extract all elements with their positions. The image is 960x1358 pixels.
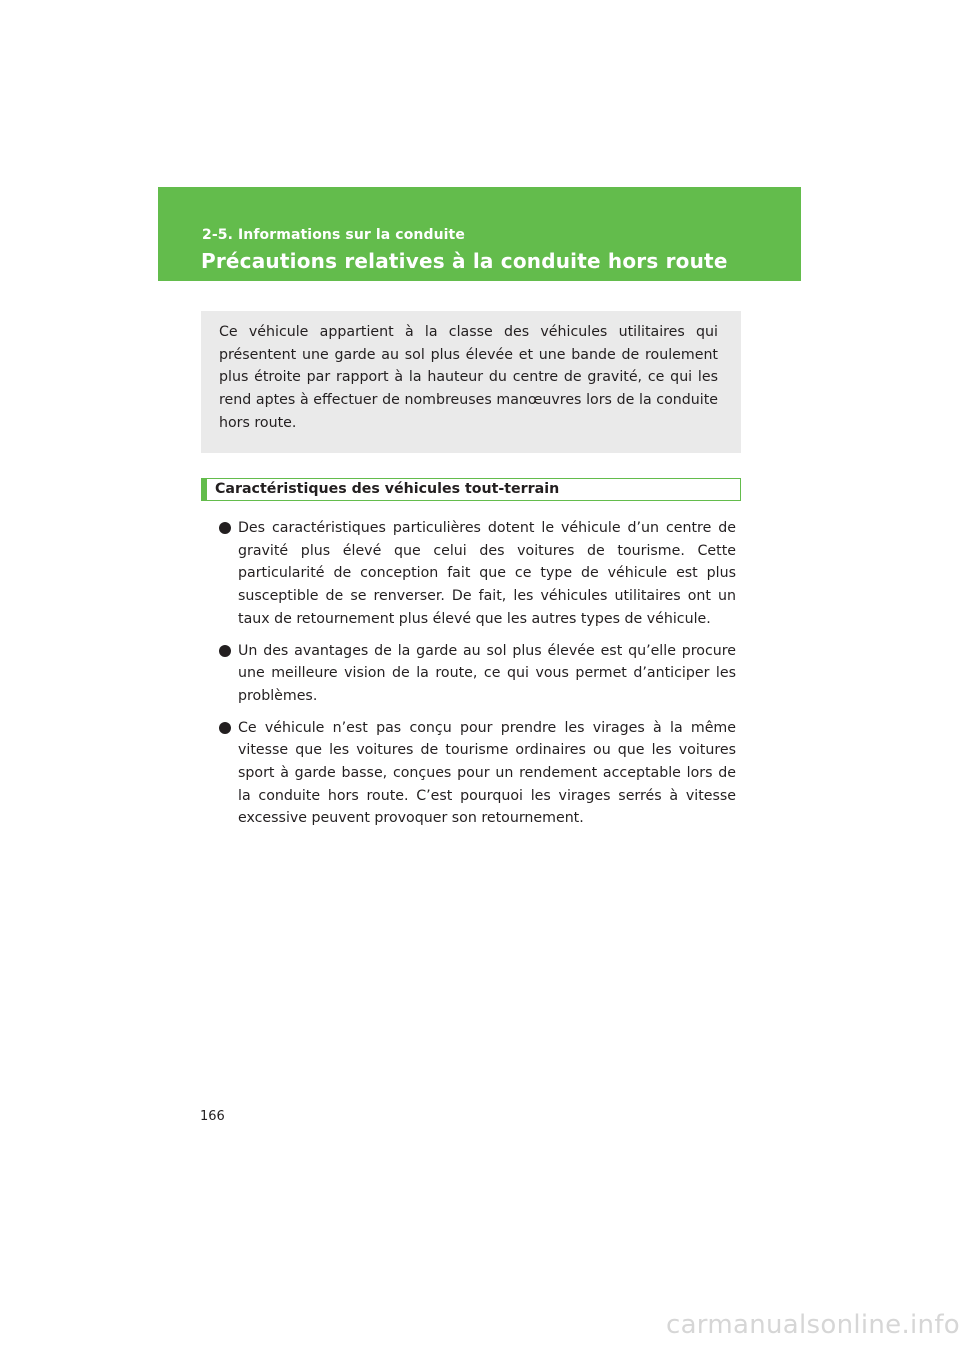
bullet-icon bbox=[219, 645, 231, 657]
intro-text: Ce véhicule appartient à la classe des véhicules utilitaires qui présentent une garde au sol plus élevée et une bande de roulement plus étroite par rapport à la hauteur du centre de gravité, ce qui les rend aptes à effectuer de nombreuses manœuvres lors de la conduite hors route. bbox=[219, 324, 718, 431]
bullet-icon bbox=[219, 522, 231, 534]
bullet-icon bbox=[219, 722, 231, 734]
bullet-list bbox=[216, 517, 736, 839]
section-heading: Caractéristiques des véhicules tout-terrain bbox=[201, 478, 741, 501]
list-item bbox=[216, 517, 736, 631]
list-item bbox=[216, 717, 736, 831]
intro-box bbox=[201, 311, 741, 453]
list-item-text: Un des avantages de la garde au sol plus élevée est qu’elle procure une meilleure vision de la route, ce qui vous permet d’anticiper les problèmes. bbox=[238, 642, 736, 704]
page-number: 166 bbox=[200, 1109, 225, 1124]
list-item-text: Des caractéristiques particulières dotent le véhicule d’un centre de gravité plus élevé que celui des voitures de tourisme. Cette particularité de conception fait que ce type de véhicule est plus susceptible de se renverser. De fait, les véhicules utilitaires ont un taux de retournement plus élevé que les autres types de véhicule. bbox=[238, 520, 736, 627]
list-item-text: Ce véhicule n’est pas conçu pour prendre les virages à la même vitesse que les voitures de tourisme ordinaires ou que les voitures sport à garde basse, conçues pour un rendement acceptable lors de la conduite hors route. C’est pourquoi les virages serrés à vitesse excessive peuvent provoquer son retournement. bbox=[238, 719, 736, 827]
header-band bbox=[158, 187, 801, 281]
list-item bbox=[216, 640, 736, 708]
section-label: 2-5. Informations sur la conduite bbox=[202, 227, 465, 243]
watermark: carmanualsonline.info bbox=[665, 1310, 960, 1340]
page-title: Précautions relatives à la conduite hors route bbox=[201, 249, 728, 273]
